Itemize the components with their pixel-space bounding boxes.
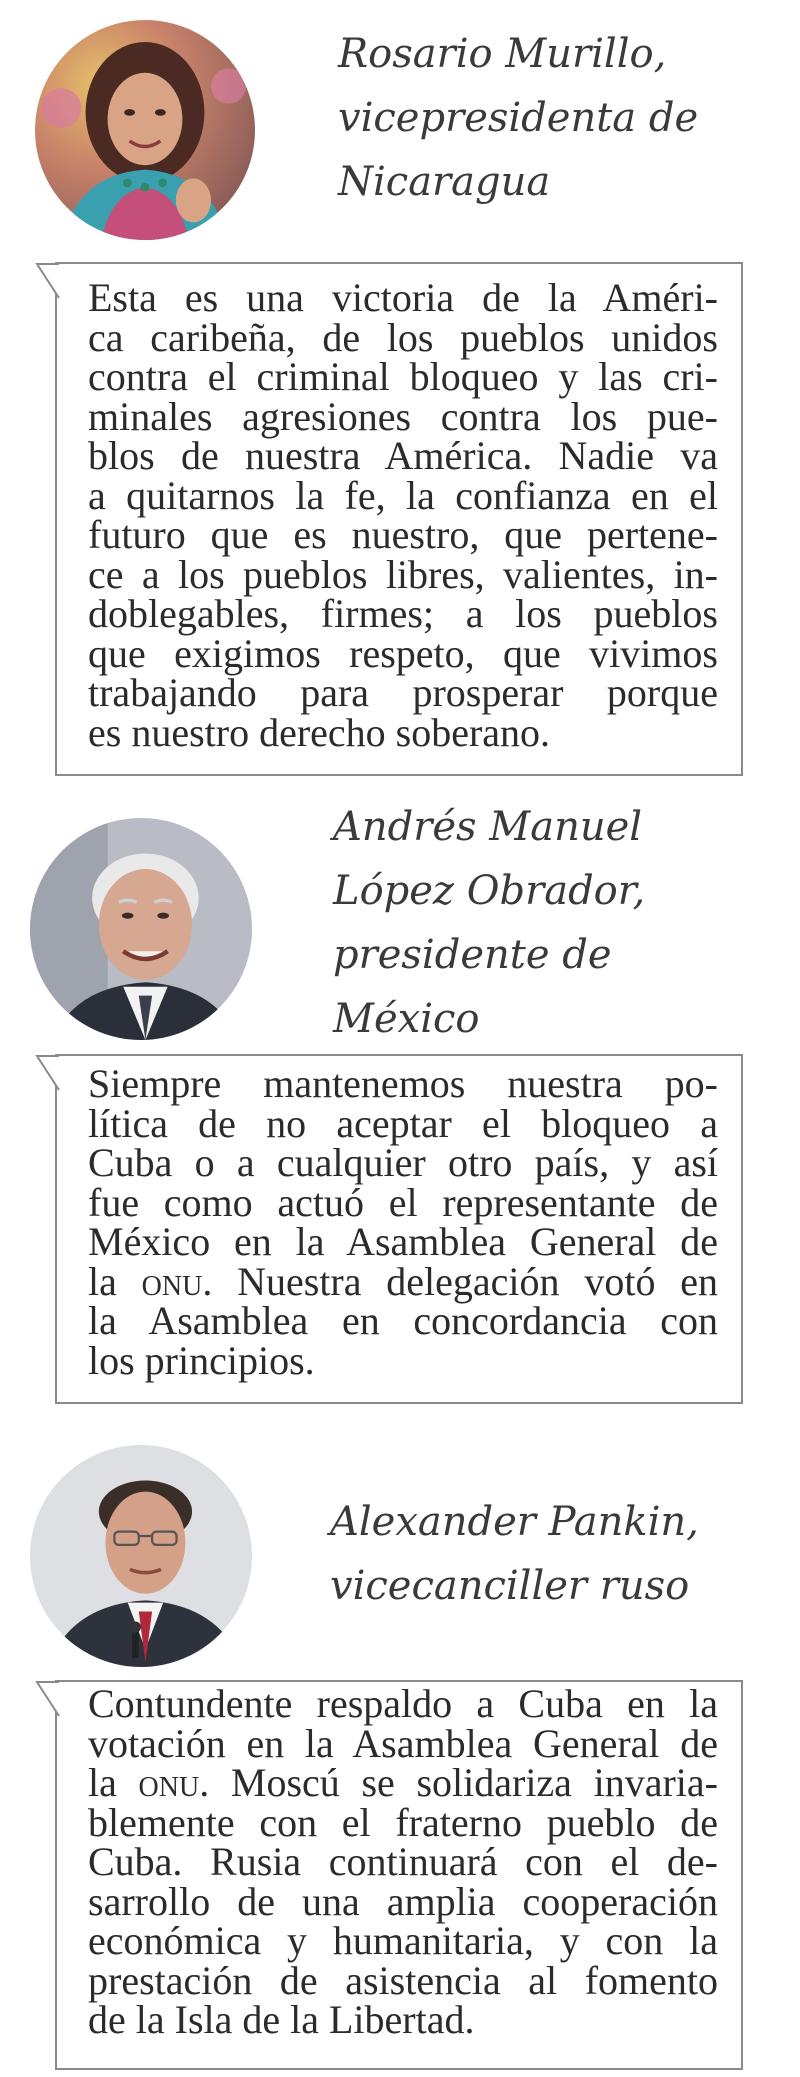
- quote-line: económica y humanitaria, y con la: [88, 1918, 718, 1963]
- quote-line: Contundente respaldo a Cuba en la: [88, 1681, 718, 1726]
- quote-line: Cuba o a cualquier otro país, y así: [88, 1140, 718, 1185]
- attribution-line: Rosario Murillo,: [338, 31, 667, 77]
- attribution-line: López Obrador,: [333, 868, 646, 914]
- avatar-lopez-obrador: [30, 818, 252, 1040]
- quote-line: Cuba. Rusia continuará con el de-: [88, 1839, 718, 1884]
- attribution-line: Alexander Pankin,: [330, 1499, 699, 1545]
- quote-line: fue como actuó el representante de: [88, 1179, 718, 1225]
- quote-line: la Asamblea en concordancia con: [88, 1298, 718, 1343]
- quote-line: contra el criminal bloqueo y las cri-: [88, 354, 718, 399]
- quote-text-alexander-pankin: [88, 1681, 718, 2042]
- quote-line: la onu. Moscú se solidariza invaria-: [88, 1760, 718, 1805]
- quote-line: los principios.: [88, 1337, 315, 1383]
- attribution-rosario-murillo: [338, 22, 698, 214]
- speech-tail-icon: [35, 1680, 65, 1718]
- quote-line: prestación de asistencia al fomento: [88, 1957, 718, 2003]
- quote-line: México en la Asamblea General de: [88, 1219, 718, 1264]
- quote-line: sarrollo de una amplia cooperación: [88, 1878, 718, 1924]
- quote-line: la onu. Nuestra delegación votó en: [88, 1258, 718, 1304]
- quote-text-rosario-murillo: [88, 275, 718, 755]
- quote-line: doblegables, firmes; a los pueblos: [88, 591, 718, 636]
- speech-tail-icon: [35, 262, 65, 300]
- quote-line: lítica de no aceptar el bloqueo a: [88, 1100, 718, 1146]
- quote-line: votación en la Asamblea General de: [88, 1720, 718, 1766]
- speech-tail-icon: [35, 1054, 65, 1092]
- attribution-line: Nicaragua: [338, 159, 551, 205]
- avatar-alexander-pankin: [30, 1445, 252, 1667]
- avatar-rosario-murillo: [35, 20, 255, 240]
- quote-line: que exigimos respeto, que vivimos: [88, 630, 718, 676]
- quote-line: ce a los pueblos libres, valientes, in-: [88, 551, 718, 597]
- quote-line: minales agresiones contra los pue-: [88, 393, 718, 439]
- attribution-line: vicecanciller ruso: [330, 1563, 690, 1609]
- attribution-lopez-obrador: [333, 795, 645, 1051]
- quote-line: trabajando para prosperar porque: [88, 670, 718, 715]
- quote-line: Esta es una victoria de la Améri-: [88, 275, 718, 320]
- quote-line: ca caribeña, de los pueblos unidos: [88, 314, 718, 360]
- attribution-line: Andrés Manuel: [333, 804, 643, 850]
- attribution-line: presidente de: [333, 932, 612, 978]
- quote-line: es nuestro derecho soberano.: [88, 709, 551, 755]
- quote-line: futuro que es nuestro, que pertene-: [88, 512, 718, 557]
- quote-line: Siempre mantenemos nuestra po-: [88, 1061, 718, 1106]
- quote-line: blos de nuestra América. Nadie va: [88, 433, 718, 478]
- quote-text-lopez-obrador: [88, 1061, 718, 1383]
- quote-line: a quitarnos la fe, la confianza en el: [88, 472, 718, 518]
- quote-line: blemente con el fraterno pueblo de: [88, 1799, 718, 1845]
- attribution-alexander-pankin: [330, 1490, 699, 1618]
- attribution-line: México: [333, 996, 480, 1042]
- attribution-line: vicepresidenta de: [338, 95, 699, 141]
- quote-line: de la Isla de la Libertad.: [88, 1997, 475, 2042]
